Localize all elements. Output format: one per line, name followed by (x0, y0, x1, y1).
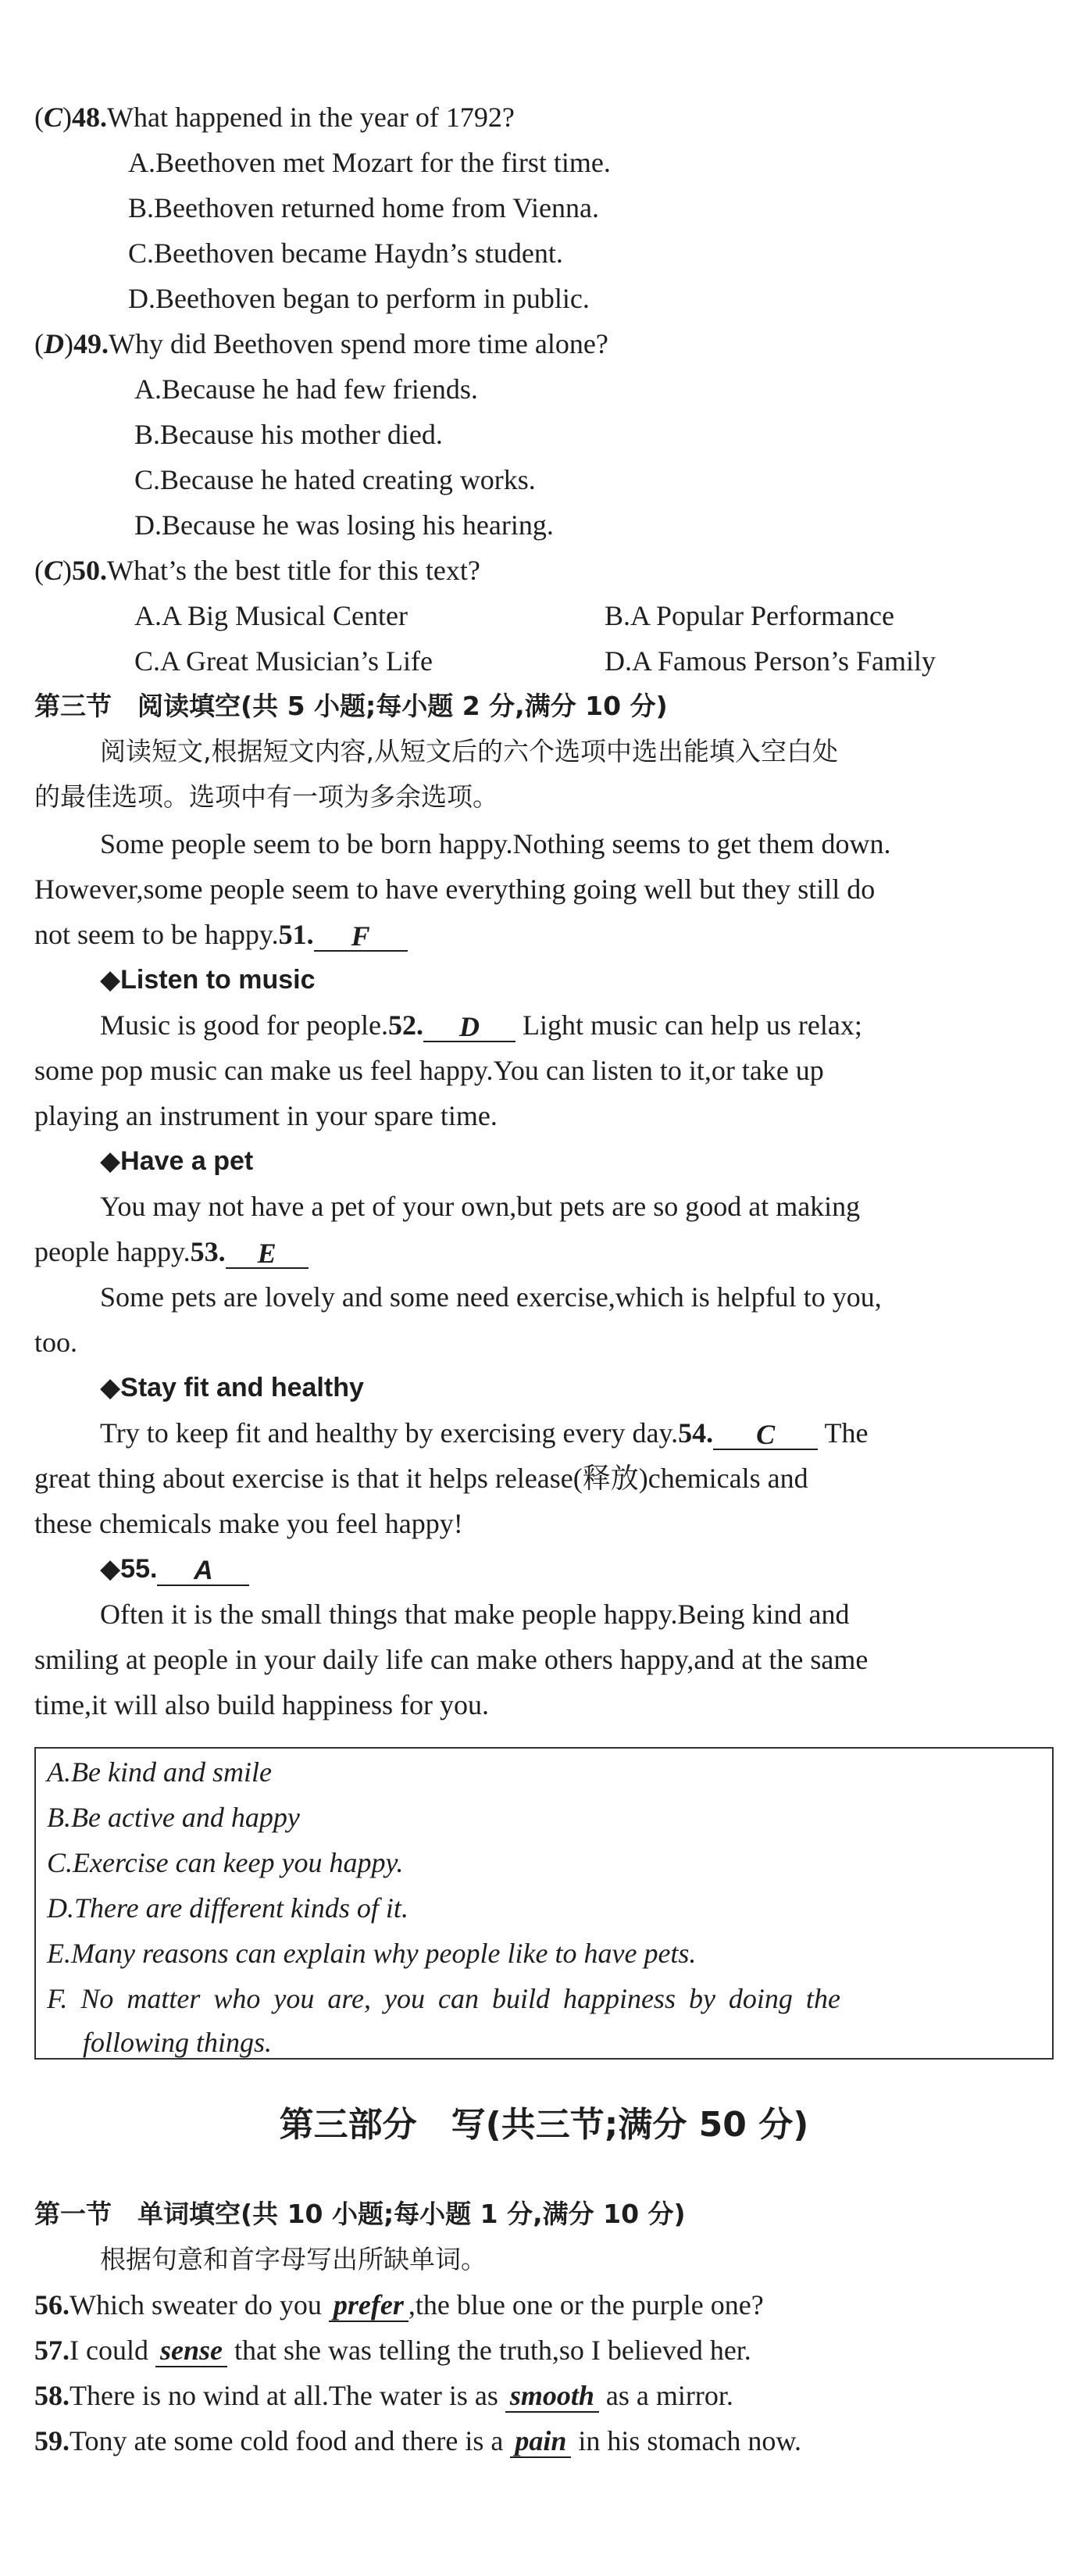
option-f-continued: following things. (83, 2027, 273, 2058)
question-number: 56. (34, 2289, 70, 2321)
answer-50: C (44, 555, 63, 586)
answer-blank-52 (423, 1009, 515, 1042)
option-48c: C.Beethoven became Haydn’s student. (128, 238, 563, 269)
passage-line (100, 1008, 862, 1042)
blank-number: 53. (190, 1236, 226, 1267)
answer-57: sense (159, 2335, 223, 2366)
option-48d: D.Beethoven began to perform in public. (128, 283, 590, 314)
blank-number: 54. (678, 1417, 714, 1449)
blank-number: 51. (278, 919, 314, 950)
question-text: What happened in the year of 1792? (107, 102, 515, 133)
instruction-line: 根据句意和首字母写出所缺单词。 (100, 2244, 487, 2274)
answer-55: A (194, 1556, 213, 1585)
question-text: Why did Beethoven spend more time alone? (109, 328, 608, 359)
passage-line: You may not have a pet of your own,but pets are so good at making (100, 1191, 861, 1222)
answer-blank-57 (155, 2335, 227, 2367)
instruction-line: 的最佳选项。选项中有一项为多余选项。 (34, 781, 498, 812)
tip-heading: ◆Stay fit and healthy (100, 1373, 364, 1402)
answer-52: D (458, 1011, 480, 1042)
question-text: ,the blue one or the purple one? (408, 2289, 764, 2321)
question-number: 58. (34, 2380, 70, 2411)
passage-text: Light music can help us relax; (522, 1009, 862, 1041)
option-49c: C.Because he hated creating works. (134, 464, 536, 495)
passage-line: some pop music can make us feel happy.You can listen to it,or take up (34, 1055, 824, 1086)
passage-line (34, 917, 408, 952)
passage-line: these chemicals make you feel happy! (34, 1508, 463, 1539)
option-e: E.Many reasons can explain why people like to have pets. (47, 1938, 697, 1969)
option-a: A.Be kind and smile (47, 1756, 272, 1788)
passage-line: Some people seem to be born happy.Nothing seems to get them down. (100, 828, 891, 859)
option-49d: D.Because he was losing his hearing. (134, 509, 554, 541)
option-49a: A.Because he had few friends. (134, 373, 478, 405)
option-48a: A.Beethoven met Mozart for the first time. (128, 147, 611, 178)
question-57 (34, 2333, 751, 2367)
answer-59: pain (515, 2425, 567, 2456)
answer-53: E (257, 1238, 276, 1269)
passage-text: people happy. (34, 1236, 191, 1267)
answer-56: prefer (333, 2289, 404, 2321)
passage-text: Try to keep fit and healthy by exercising every day. (100, 1417, 679, 1449)
option-50d: D.A Famous Person’s Family (605, 645, 936, 677)
question-text: Tony ate some cold food and there is a (70, 2425, 504, 2456)
answer-58: smooth (509, 2380, 594, 2411)
answer-blank-59 (510, 2425, 571, 2458)
passage-line: smiling at people in your daily life can make others happy,and at the same (34, 1644, 869, 1675)
passage-line: time,it will also build happiness for you. (34, 1689, 489, 1720)
option-d: D.There are different kinds of it. (47, 1892, 408, 1924)
option-f: F. No matter who you are, you can build happiness by doing the (47, 1983, 840, 2014)
section-heading: 第一节 单词填空(共 10 小题;每小题 1 分,满分 10 分) (34, 2199, 686, 2229)
passage-line: too. (34, 1327, 78, 1358)
question-59 (34, 2424, 801, 2458)
section-heading: 第三节 阅读填空(共 5 小题;每小题 2 分,满分 10 分) (34, 691, 668, 721)
option-50a: A.A Big Musical Center (134, 600, 408, 631)
tip-heading: ◆Have a pet (100, 1146, 254, 1176)
option-c: C.Exercise can keep you happy. (47, 1847, 404, 1878)
passage-text: The (824, 1417, 869, 1449)
passage-line: Often it is the small things that make people happy.Being kind and (100, 1599, 850, 1630)
tip-heading (100, 1552, 249, 1586)
tip-heading: ◆Listen to music (100, 965, 316, 995)
passage-text: not seem to be happy. (34, 919, 279, 950)
question-text: There is no wind at all.The water is as (70, 2380, 498, 2411)
question-text: Which sweater do you (70, 2289, 322, 2321)
instruction-line: 阅读短文,根据短文内容,从短文后的六个选项中选出能填入空白处 (100, 736, 838, 766)
answer-blank-53 (226, 1236, 309, 1269)
part-heading: 第三部分 写(共三节;满分 50 分) (279, 2105, 809, 2145)
passage-line (34, 1234, 309, 1269)
answer-54: C (756, 1419, 776, 1450)
answer-blank-58 (505, 2380, 599, 2413)
question-text: What’s the best title for this text? (107, 555, 480, 586)
answer-blank-54 (713, 1417, 818, 1450)
question-number: 59. (34, 2425, 70, 2456)
question-text: I could (70, 2335, 148, 2366)
blank-number: 52. (387, 1009, 423, 1041)
options-box (34, 1747, 1054, 2060)
answer-49: D (44, 328, 64, 359)
option-50c: C.A Great Musician’s Life (134, 645, 433, 677)
question-58 (34, 2378, 733, 2413)
diamond-icon: ◆ (100, 1554, 121, 1584)
question-number: 49. (73, 328, 109, 359)
passage-line: great thing about exercise is that it helps release(释放)chemicals and (34, 1463, 808, 1494)
question-49: (D)49.Why did Beethoven spend more time alone? (34, 328, 608, 359)
question-text: that she was telling the truth,so I believed her. (234, 2335, 751, 2366)
question-text: in his stomach now. (578, 2425, 801, 2456)
answer-48: C (44, 102, 63, 133)
passage-line: However,some people seem to have everything going well but they still do (34, 874, 876, 905)
option-48b: B.Beethoven returned home from Vienna. (128, 192, 599, 223)
blank-number: 55. (120, 1554, 158, 1584)
option-49b: B.Because his mother died. (134, 419, 443, 450)
answer-51: F (351, 920, 370, 952)
question-text: as a mirror. (605, 2380, 733, 2411)
question-number: 48. (72, 102, 108, 133)
question-56 (34, 2288, 764, 2322)
option-b: B.Be active and happy (47, 1802, 300, 1833)
passage-line: playing an instrument in your spare time. (34, 1100, 498, 1131)
passage-text: Music is good for people. (100, 1009, 388, 1041)
answer-blank-51 (314, 919, 408, 952)
answer-blank-55 (157, 1553, 249, 1586)
question-number: 57. (34, 2335, 70, 2366)
question-48: (C)48.What happened in the year of 1792? (34, 102, 515, 133)
option-50b: B.A Popular Performance (605, 600, 894, 631)
passage-line: Some pets are lovely and some need exercise,which is helpful to you, (100, 1281, 882, 1313)
question-50: (C)50.What’s the best title for this text? (34, 555, 480, 586)
passage-line (100, 1416, 868, 1450)
answer-blank-56 (329, 2289, 408, 2322)
question-number: 50. (72, 555, 108, 586)
